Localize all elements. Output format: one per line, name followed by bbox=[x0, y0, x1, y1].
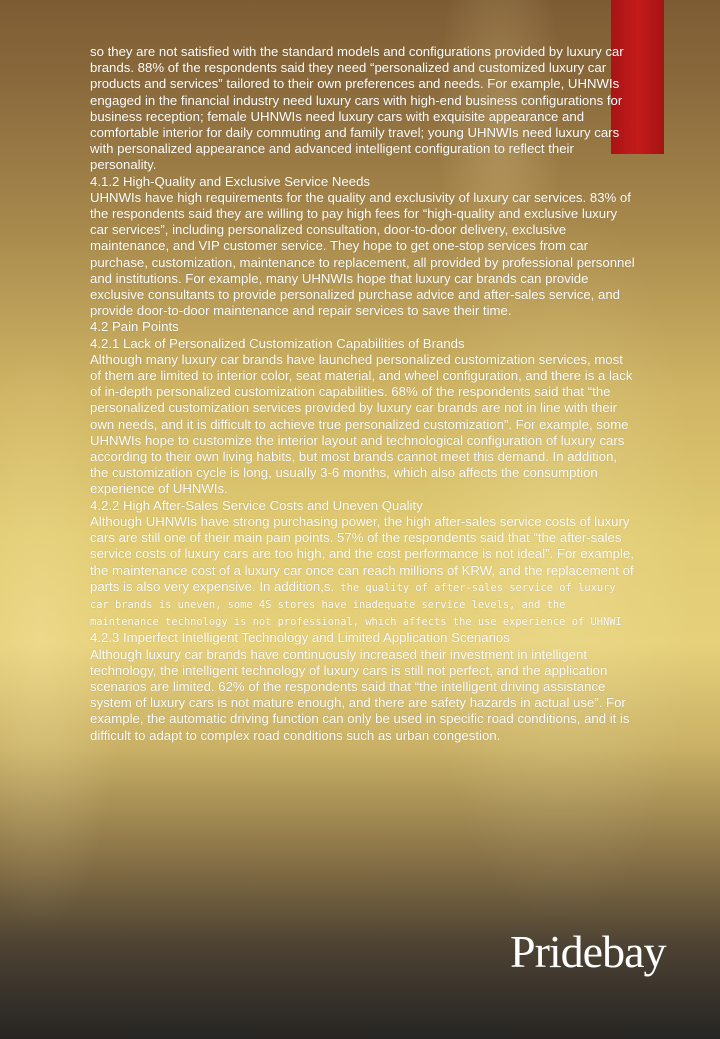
after-sales-text: Although UHNWIs have strong purchasing power, the high after-sales service costs of luxury cars are still one of their main pain points. 57% of the respondents said that “the after-sales service costs of luxury cars are too high, and the cost performance is not ideal”. For example, the maintenance cost of a luxury car once can reach millions of KRW, and the replacement of parts is also very expensive. In addition,s. bbox=[90, 513, 634, 594]
paragraph-customization-capabilities: Although many luxury car brands have launched personalized customization services, most of them are limited to interior color, seat material, and wheel configuration, and there is a lack of in-depth personalized customization capabilities. 68% of the respondents said that “the personalized customization services provided by luxury car brands are not in line with their own needs, and it is difficult to achieve true personalized customization”. For example, some UHNWIs hope to customize the interior layout and technological configuration of luxury cars according to their own living habits, but most brands cannot meet this demand. In addition, the customization cycle is long, usually 3-6 months, which also affects the consumption experience of UHNWIs. bbox=[90, 351, 633, 497]
document-body bbox=[90, 44, 635, 744]
paragraph-intelligent-technology: Although luxury car brands have continuously increased their investment in intelligent technology, the intelligent technology of luxury cars is still not perfect, and the application scenarios are limited. 62% of the respondents said that “the intelligent driving assistance system of luxury cars is not mature enough, and there are safety hazards in actual use”. For example, the automatic driving function can only be used in specific road conditions, and it is difficult to adapt to complex road conditions such as urban congestion. bbox=[90, 646, 630, 743]
paragraph-after-sales-costs bbox=[90, 514, 635, 630]
paragraph-service-needs: UHNWIs have high requirements for the quality and exclusivity of luxury car services. 83% of the respondents said they are willing to pay high fees for “high-quality and exclusive luxury car services”, including personalized consultation, door-to-door delivery, exclusive maintenance, and VIP customer service. They hope to get one-stop services from car purchase, customization, maintenance to replacement, all provided by professional personnel and institutions. For example, many UHNWIs hope that luxury car brands can provide exclusive consultants to provide personalized purchase advice and after-sales service, and provide door-to-door maintenance and repair services to save their time. bbox=[90, 189, 635, 319]
heading-4-2-3: 4.2.3 Imperfect Intelligent Technology and Limited Application Scenarios bbox=[90, 630, 510, 646]
after-sales-quality-text: the quality of after-sales service of luxury car brands is uneven, some 4S stores have inadequate service levels, and the maintenance technology is not professional, which affects the use experience of UHNWI bbox=[90, 581, 622, 629]
heading-4-2-2: 4.2.2 High After-Sales Service Costs and Uneven Quality bbox=[90, 497, 423, 513]
heading-4-1-2: 4.1.2 High-Quality and Exclusive Service Needs bbox=[90, 173, 371, 189]
heading-4-2-1: 4.2.1 Lack of Personalized Customization Capabilities of Brands bbox=[90, 335, 465, 351]
pridebay-logo: Pridebay bbox=[510, 926, 666, 977]
heading-4-2: 4.2 Pain Points bbox=[90, 319, 179, 335]
paragraph-personalized-needs: so they are not satisfied with the standard models and configurations provided by luxury car brands. 88% of the respondents said they need “personalized and customized luxury car products and services” tailored to their own preferences and needs. For example, UHNWIs engaged in the financial industry need luxury cars with high-end business configurations for business reception; female UHNWIs need luxury cars with exquisite appearance and comfortable interior for daily commuting and family travel; young UHNWIs need luxury cars with personalized appearance and advanced intelligent configuration to reflect their personality. bbox=[90, 44, 624, 173]
